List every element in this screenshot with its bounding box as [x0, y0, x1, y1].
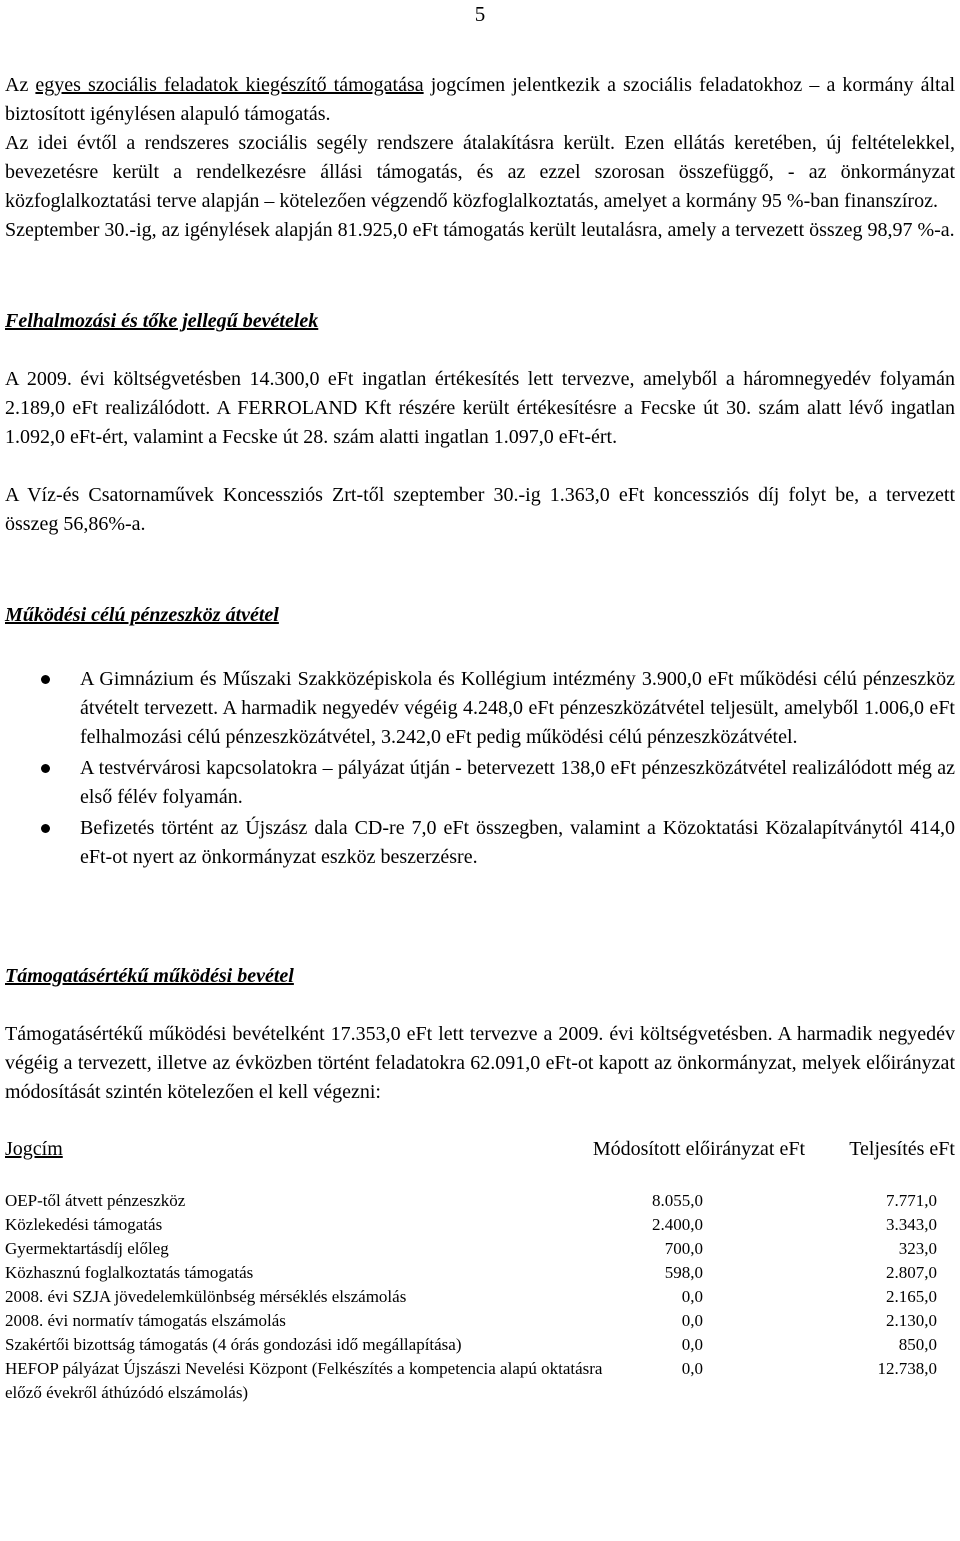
table-row: Közlekedési támogatás 2.400,0 3.343,0 [5, 1215, 937, 1234]
section-heading-mukodesi: Működési célú pénzeszköz átvétel [5, 604, 279, 626]
section-heading-tamogatasertek: Támogatásértékű működési bevétel [5, 965, 294, 987]
data-table [5, 1189, 937, 1405]
col-header-modositott: Módosított előirányzat eFt [592, 1138, 805, 1160]
table-row: Közhasznú foglalkoztatás támogatás 598,0 2.807,0 [5, 1263, 937, 1282]
table-header [5, 1135, 955, 1164]
table-row: OEP-től átvett pénzeszköz 8.055,0 7.771,0 [5, 1191, 937, 1210]
table-row: Szakértői bizottság támogatás (4 órás gondozási idő megállapítása) 0,0 850,0 [5, 1335, 937, 1354]
intro-paragraph-3: Szeptember 30.-ig, az igénylések alapján 81.925,0 eFt támogatás került leutalásra, amely a tervezett összeg 98,97 %-a. [5, 219, 955, 241]
table-row: 2008. évi normatív támogatás elszámolás 0,0 2.130,0 [5, 1311, 937, 1330]
bullet-item: A Gimnázium és Műszaki Szakközépiskola és Kollégium intézmény 3.900,0 eFt működési célú pénzeszköz átvételt tervezett. A harmadik negyedév végéig 4.248,0 eFt pénzeszközátvétel teljesült, amelyből 1.006,0 eFt felhalmozási célú pénzeszközátvétel, 3.242,0 eFt pedig működési célú pénzeszközátvétel. [5, 665, 955, 752]
page-number: 5 [474, 2, 486, 26]
col-header-teljesites: Teljesítés eFt [849, 1138, 955, 1160]
section3-paragraph-1: Támogatásértékű működési bevételként 17.353,0 eFt lett tervezve a 2009. évi költségvetésben. A harmadik negyedév végéig a tervezett, illetve az évközben történt feladatokra 62.091,0 eFt-ot kapott az önkormányzat, melyek előirányzat módosítását szintén kötelezően el kell végezni: [5, 1023, 955, 1103]
intro-paragraph-1 [5, 71, 955, 129]
bullet-item: Befizetés történt az Újszász dala CD-re 7,0 eFt összegben, valamint a Közoktatási Közalapítványtól 414,0 eFt-ot nyert az önkormányzat eszköz beszerzésre. [5, 814, 955, 872]
bullet-dot-icon [41, 764, 50, 773]
section-heading-felhalmozasi: Felhalmozási és tőke jellegű bevételek [5, 310, 319, 332]
bullet-dot-icon [41, 824, 50, 833]
bullet-list [5, 665, 955, 872]
section1-paragraph-2: A Víz-és Csatornaművek Koncessziós Zrt-től szeptember 30.-ig 1.363,0 eFt koncessziós díj folyt be, a tervezett összeg 56,86%-a. [5, 484, 955, 535]
intro-p1-post: jogcímen jelentkezik a szociális feladatokhoz – a kormány által biztosított igénylésen alapuló támogatás. [5, 74, 956, 125]
table-row: HEFOP pályázat Újszászi Nevelési Központ (Felkészítés a kompetencia alapú oktatásra előző évekről áthúzódó elszámolás) 0,0 12.738,0 [5, 1359, 937, 1402]
table-row: 2008. évi SZJA jövedelemkülönbség mérséklés elszámolás 0,0 2.165,0 [5, 1287, 937, 1306]
col-header-jogcim: Jogcím [5, 1138, 63, 1160]
document-body [5, 71, 955, 1405]
bullet-dot-icon [41, 675, 50, 684]
section1-paragraph-1: A 2009. évi költségvetésben 14.300,0 eFt ingatlan értékesítés lett tervezve, amelyből a háromnegyedév folyamán 2.189,0 eFt realizálódott. A FERROLAND Kft részére került értékesítésre a Fecske út 30. szám alatt lévő ingatlan 1.092,0 eFt-ért, valamint a Fecske út 28. szám alatti ingatlan 1.097,0 eFt-ért. [5, 368, 955, 448]
table-row: Gyermektartásdíj előleg 700,0 323,0 [5, 1239, 937, 1258]
bullet-item: A testvérvárosi kapcsolatokra – pályázat útján - betervezett 138,0 eFt pénzeszközátvétel realizálódott még az első félév folyamán. [5, 754, 955, 812]
intro-p1-underlined: egyes szociális feladatok kiegészítő támogatása [35, 74, 424, 96]
intro-paragraph-2: Az idei évtől a rendszeres szociális segély rendszere átalakításra került. Ezen ellátás keretében, új feltételekkel, bevezetésre került a rendelkezésre állási támogatás, és az ezzel szorosan összefüggő, - az önkormányzat közfoglalkoztatási terve alapján – kötelezően végzendő közfoglalkoztatás, amelyet a kormány 95 %-ban finanszíroz. [5, 132, 955, 212]
intro-p1-pre: Az [5, 74, 36, 96]
